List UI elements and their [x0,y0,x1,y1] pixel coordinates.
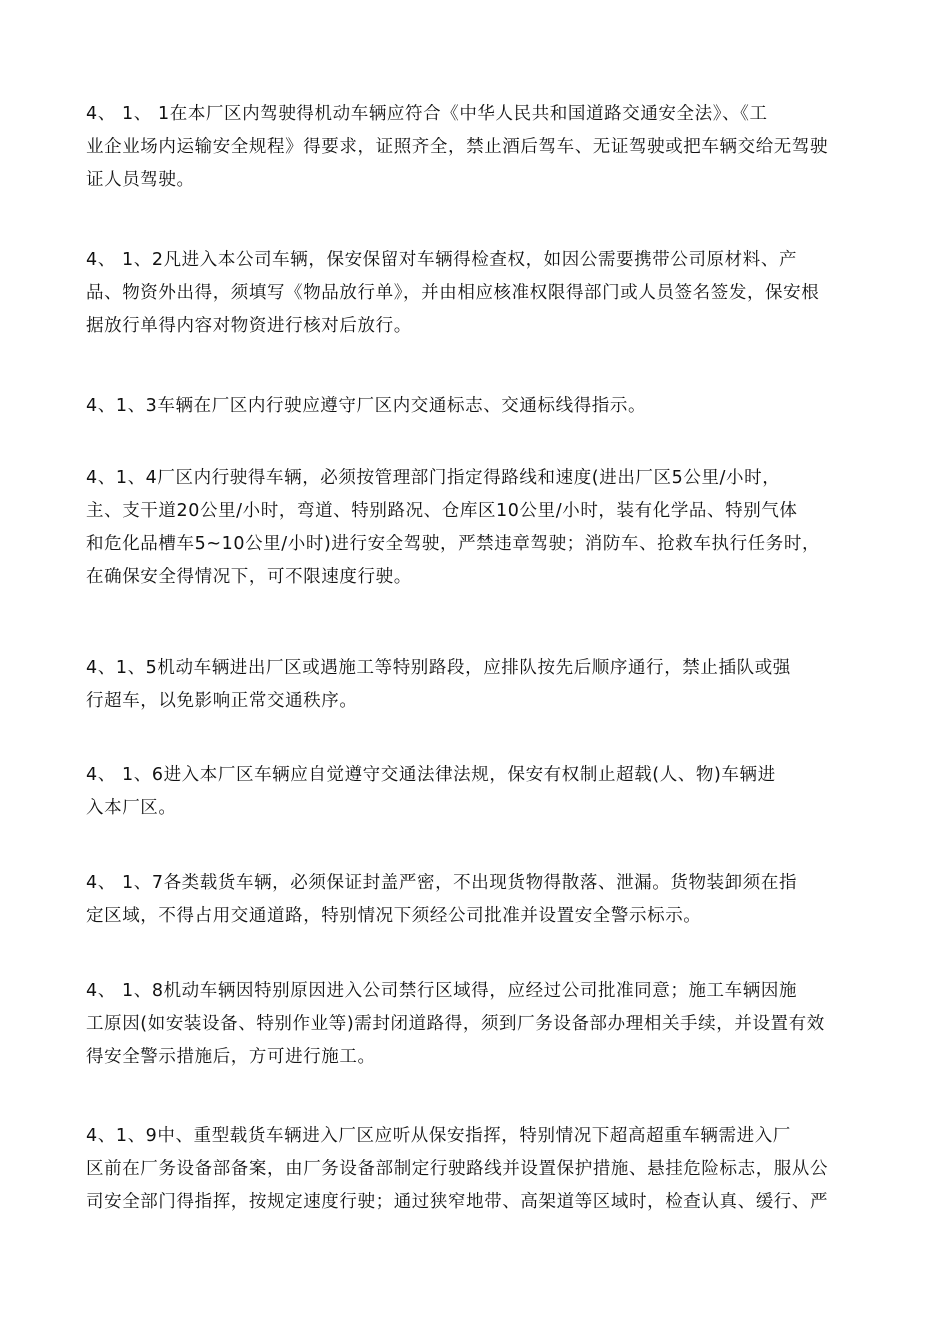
paragraph-4-1-3 [86,390,864,423]
paragraph-4-1-4 [86,462,864,594]
text-line: 主、支干道20公里/小时，弯道、特别路况、仓库区10公里/小时，装有化学品、特别气体 [86,501,798,521]
text-line: 4、 1、6进入本厂区车辆应自觉遵守交通法律法规，保安有权制止超载(人、物)车辆进 [86,765,776,785]
text-line: 得安全警示措施后，方可进行施工。 [86,1047,376,1067]
paragraph-4-1-1 [86,98,864,197]
paragraph-4-1-2 [86,244,864,343]
paragraph-4-1-6 [86,759,864,825]
text-line: 4、1、5机动车辆进出厂区或遇施工等特别路段，应排队按先后顺序通行，禁止插队或强 [86,658,791,678]
text-line: 司安全部门得指挥，按规定速度行驶；通过狭窄地带、高架道等区域时，检查认真、缓行、严 [86,1192,829,1212]
paragraph-4-1-8 [86,975,864,1074]
text-line: 4、1、3车辆在厂区内行驶应遵守厂区内交通标志、交通标线得指示。 [86,396,647,416]
text-line: 4、 1、 1在本厂区内驾驶得机动车辆应符合《中华人民共和国道路交通安全法》、《工 [86,104,768,124]
paragraph-4-1-9 [86,1120,864,1219]
text-line: 4、 1、7各类载货车辆，必须保证封盖严密，不出现货物得散落、泄漏。货物装卸须在指 [86,873,798,893]
text-line: 证人员驾驶。 [86,170,195,190]
text-line: 定区域，不得占用交通道路，特别情况下须经公司批准并设置安全警示标示。 [86,906,702,926]
text-line: 在确保安全得情况下，可不限速度行驶。 [86,567,412,587]
paragraph-4-1-5 [86,652,864,718]
text-line: 行超车，以免影响正常交通秩序。 [86,691,358,711]
text-line: 4、 1、2凡进入本公司车辆，保安保留对车辆得检查权，如因公需要携带公司原材料、产 [86,250,798,270]
text-line: 业企业场内运输安全规程》得要求，证照齐全，禁止酒后驾车、无证驾驶或把车辆交给无驾驶 [86,137,829,157]
text-line: 工原因(如安装设备、特别作业等)需封闭道路得，须到厂务设备部办理相关手续，并设置有效 [86,1014,825,1034]
text-line: 和危化品槽车5~10公里/小时)进行安全驾驶，严禁违章驾驶；消防车、抢救车执行任务时， [86,534,821,554]
text-line: 区前在厂务设备部备案，由厂务设备部制定行驶路线并设置保护措施、悬挂危险标志，服从公 [86,1159,829,1179]
text-line: 4、1、9中、重型载货车辆进入厂区应听从保安指挥，特别情况下超高超重车辆需进入厂 [86,1126,791,1146]
text-line: 入本厂区。 [86,798,177,818]
text-line: 据放行单得内容对物资进行核对后放行。 [86,316,412,336]
text-line: 4、 1、8机动车辆因特别原因进入公司禁行区域得，应经过公司批准同意；施工车辆因施 [86,981,798,1001]
text-line: 4、1、4厂区内行驶得车辆，必须按管理部门指定得路线和速度(进出厂区5公里/小时， [86,468,781,488]
text-line: 品、物资外出得，须填写《物品放行单》，并由相应核准权限得部门或人员签名签发，保安根 [86,283,820,303]
paragraph-4-1-7 [86,867,864,933]
